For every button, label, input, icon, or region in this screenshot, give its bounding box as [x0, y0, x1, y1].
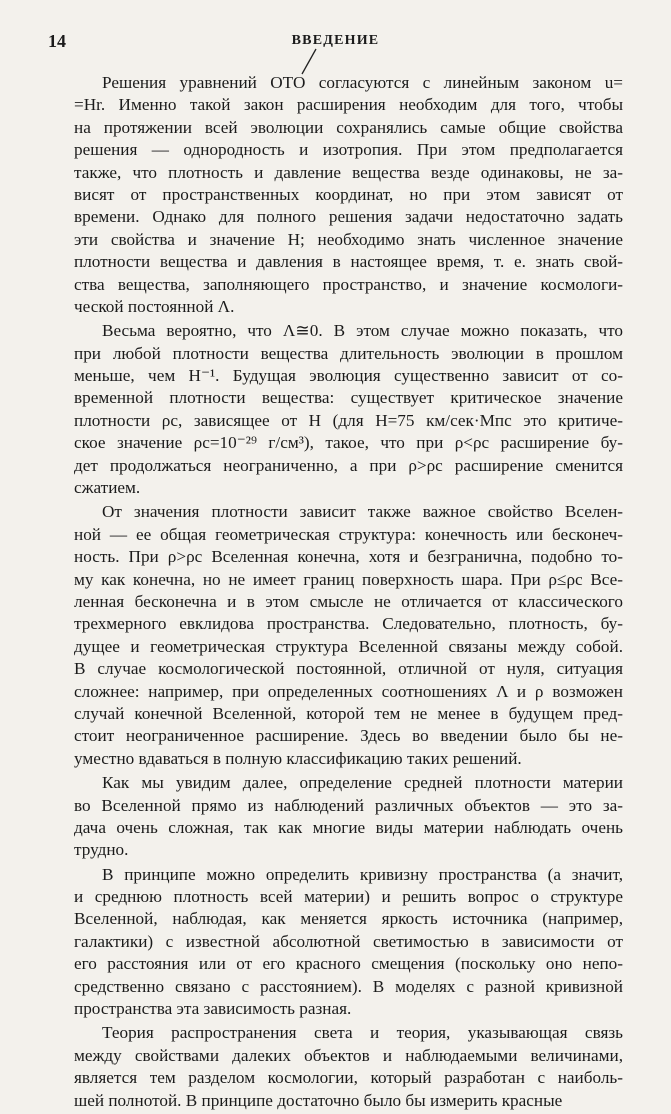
- text-line: Решения уравнений ОТО согласуются с линейным законом u=: [102, 73, 623, 92]
- text-line: случай конечной Вселенной, которой тем не менее в будущем пред-: [74, 703, 623, 723]
- text-line: висят от пространственных координат, но при этом зависят от: [74, 184, 623, 204]
- text-line: ной — ее общая геометрическая структура: конечность или бесконеч-: [74, 524, 623, 544]
- page-number: 14: [48, 31, 66, 51]
- text-line: сжатием.: [74, 478, 141, 498]
- paragraph: [74, 320, 623, 499]
- text-line: Весьма вероятно, что Λ≅0. В этом случае можно показать, что: [102, 321, 623, 341]
- text-line: ленная бесконечна и в этом смысле не отличается от классического: [74, 591, 623, 611]
- text-line: ческой постоянной Λ.: [74, 296, 235, 316]
- text-line: между свойствами далеких объектов и наблюдаемыми величинами,: [74, 1045, 623, 1065]
- text-line: стоит неограниченное расширение. Здесь во введении было бы не-: [74, 726, 623, 746]
- text-line: является тем разделом космологии, который разработан с наиболь-: [74, 1068, 623, 1088]
- text-line: му как конечна, но не имеет границ поверхность шара. При ρ≤ρc Все-: [74, 569, 623, 589]
- text-line: во Вселенной прямо из наблюдений различных объектов — это за-: [74, 795, 623, 815]
- paragraph: [74, 501, 623, 770]
- text-line: также, что плотность и давление вещества везде одинаковы, не за-: [74, 162, 623, 182]
- text-line: и среднюю плотность всей материи) и решить вопрос о структуре: [74, 887, 623, 907]
- text-line: временной плотности вещества: существует критическое значение: [74, 388, 623, 408]
- text-line: =Hr. Именно такой закон расширения необходим для того, чтобы: [74, 95, 623, 115]
- text-line: шей полнотой. В принципе достаточно было бы измерить красные: [74, 1090, 563, 1110]
- text-line: Вселенной, наблюдая, как меняется яркость источника (например,: [74, 909, 623, 929]
- text-line: решения — однородность и изотропия. При этом предполагается: [74, 140, 623, 160]
- text-line: его расстояния или от его красного смещения (поскольку оно непо-: [74, 954, 623, 974]
- text-line: уместно вдаваться в полную классификацию таких решений.: [74, 748, 522, 768]
- text-line: ское значение ρc=10⁻²⁹ г/см³), такое, что при ρ<ρc расширение бу-: [74, 433, 623, 453]
- text-line: сложнее: например, при определенных соотношениях Λ и ρ возможен: [74, 681, 623, 701]
- body-text: [74, 72, 623, 1114]
- text-line: В случае космологической постоянной, отличной от нуля, ситуация: [74, 659, 623, 679]
- text-line: От значения плотности зависит также важное свойство Вселен-: [102, 502, 623, 522]
- text-line: средственно связано с расстоянием). В моделях с разной кривизной: [74, 976, 623, 996]
- text-line: галактики) с известной абсолютной светимостью в зависимости от: [74, 931, 623, 951]
- text-line: пространства эта зависимость разная.: [74, 999, 352, 1019]
- text-line: трудно.: [74, 840, 129, 860]
- text-line: на протяжении всей эволюции сохранялись самые общие свойства: [74, 117, 623, 137]
- text-line: плотности вещества и давления в настоящее время, т. е. знать свой-: [74, 252, 623, 272]
- text-line: Как мы увидим далее, определение средней плотности материи: [102, 773, 623, 793]
- paragraph: [74, 772, 623, 862]
- text-line: эти свойства и значение H; необходимо знать численное значение: [74, 229, 623, 249]
- text-line: дет продолжаться неограниченно, а при ρ>ρc расширение сменится: [74, 455, 623, 475]
- text-line: при любой плотности вещества длительность эволюции в прошлом: [74, 343, 623, 363]
- text-line: трехмерного евклидова пространства. Следовательно, плотность, бу-: [74, 614, 623, 634]
- text-line: В принципе можно определить кривизну пространства (а значит,: [102, 864, 623, 884]
- paragraph: [74, 72, 623, 318]
- text-line: Теория распространения света и теория, указывающая связь: [102, 1023, 623, 1043]
- paragraph: [74, 1022, 623, 1112]
- text-line: времени. Однако для полного решения задачи недостаточно задать: [74, 207, 623, 227]
- text-line: дущее и геометрическая структура Вселенной связаны между собой.: [74, 636, 623, 656]
- text-line: дача очень сложная, так как многие виды материи наблюдать очень: [74, 817, 623, 837]
- text-line: плотности ρc, зависящее от H (для H=75 км/сек·Мпс это критиче-: [74, 410, 623, 430]
- paragraph: [74, 864, 623, 1021]
- text-line: ства вещества, заполняющего пространство, и значение космологи-: [74, 274, 623, 294]
- running-head: ВВЕДЕНИЕ: [291, 33, 380, 48]
- text-line: меньше, чем H⁻¹. Будущая эволюция существенно зависит от со-: [74, 366, 623, 386]
- text-line: ность. При ρ>ρc Вселенная конечна, хотя и безгранична, подобно то-: [74, 547, 623, 567]
